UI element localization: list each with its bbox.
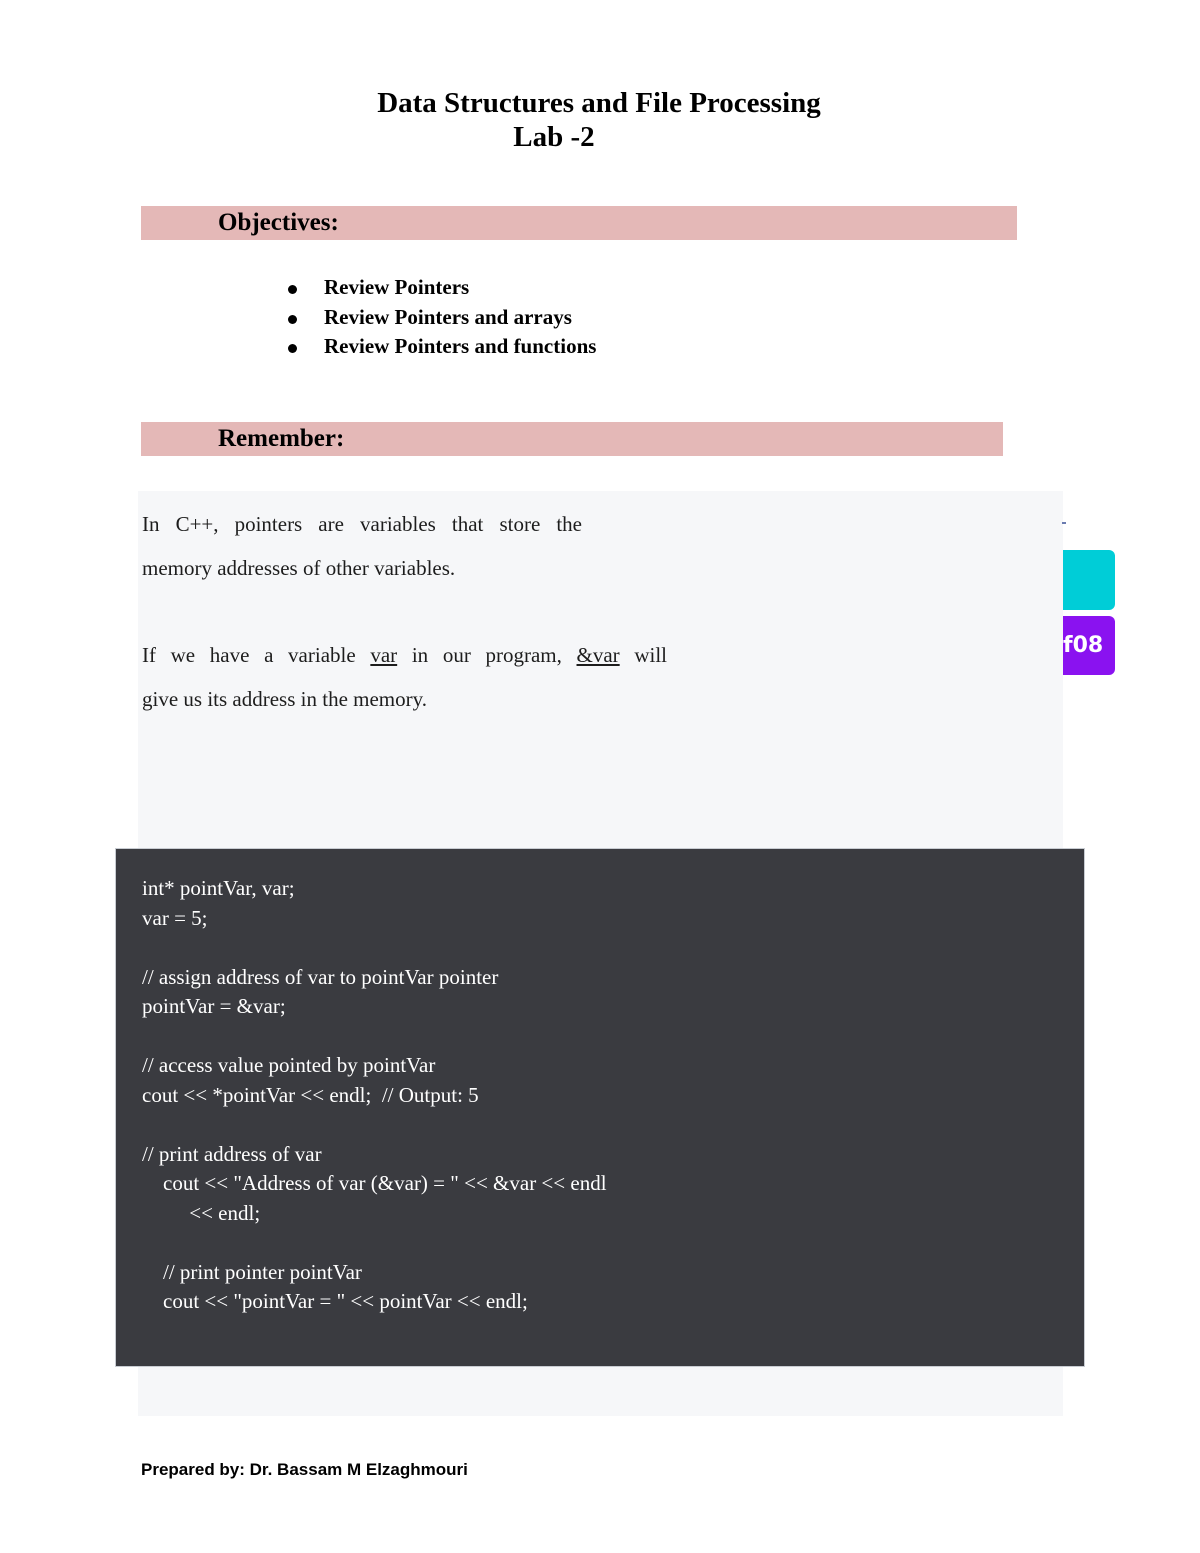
- objective-item: Review Pointers and arrays: [285, 303, 596, 333]
- code-line: var = 5;: [142, 905, 208, 930]
- code-line: cout << *pointVar << endl; // Output: 5: [142, 1082, 479, 1107]
- paragraph-line: give us its address in the memory.: [142, 687, 428, 711]
- code-line: cout << "pointVar = " << pointVar << endl;: [142, 1289, 528, 1313]
- objectives-list: [285, 273, 596, 362]
- code-line: // print address of var: [142, 1141, 322, 1166]
- var-term: var: [370, 643, 398, 667]
- lab-number: Lab -2: [513, 121, 595, 153]
- address-of-var-term: &var: [576, 643, 620, 667]
- panel-marker: [1062, 522, 1066, 524]
- objectives-heading: Objectives:: [218, 209, 339, 236]
- objective-item: Review Pointers: [285, 273, 596, 303]
- side-widget-badge[interactable]: [1063, 616, 1115, 675]
- paragraph-line: [142, 633, 667, 677]
- document-title: Data Structures and File Processing: [377, 87, 821, 119]
- code-line: // access value pointed by pointVar: [142, 1053, 436, 1077]
- code-line: pointVar = &var;: [142, 994, 286, 1018]
- code-line: cout << "Address of var (&var) = " << &var << endl: [142, 1171, 607, 1195]
- side-widget-badge-text: f08: [1063, 633, 1104, 658]
- document-footer: Prepared by: Dr. Bassam M Elzaghmouri: [141, 1460, 468, 1479]
- objective-item: Review Pointers and functions: [285, 332, 596, 362]
- objectives-section-bar: [141, 206, 1017, 240]
- paragraph-line: memory addresses of other variables.: [142, 556, 456, 580]
- code-line: << endl;: [142, 1200, 261, 1225]
- address-operator-paragraph: [142, 633, 667, 721]
- remember-section-bar: [141, 422, 1003, 456]
- code-line: // assign address of var to pointVar pointer: [142, 964, 499, 989]
- paragraph-text: in our program,: [397, 643, 577, 667]
- paragraph-text: If we have a variable: [142, 643, 371, 667]
- remember-heading: Remember:: [218, 425, 345, 452]
- code-line: int* pointVar, var;: [142, 876, 295, 900]
- code-line: // print pointer pointVar: [142, 1259, 362, 1284]
- side-widget-tab[interactable]: [1063, 550, 1115, 610]
- paragraph-line: In C++, pointers are variables that store the: [142, 512, 582, 536]
- paragraph-text: will: [619, 643, 667, 667]
- pointer-definition-paragraph: [142, 502, 582, 590]
